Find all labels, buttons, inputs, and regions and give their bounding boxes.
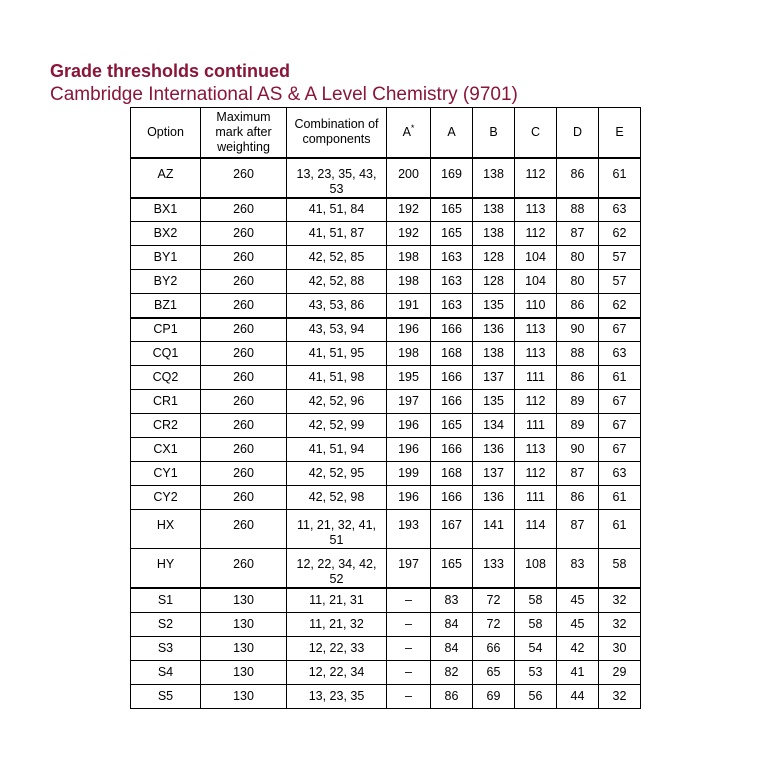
cell-grade-a: 166: [431, 390, 473, 414]
cell-grade-d: 87: [557, 510, 599, 549]
cell-grade-e: 29: [599, 660, 641, 684]
cell-grade-d: 86: [557, 366, 599, 390]
cell-grade-a-star: 193: [387, 510, 431, 549]
table-row: [131, 342, 641, 366]
cell-grade-c: 111: [515, 366, 557, 390]
header-a-star: A*: [387, 108, 431, 158]
cell-grade-e: 58: [599, 549, 641, 589]
table-row: [131, 462, 641, 486]
table-row: [131, 270, 641, 294]
cell-grade-a-star: 200: [387, 158, 431, 198]
cell-grade-e: 61: [599, 158, 641, 198]
cell-grade-a-star: 198: [387, 342, 431, 366]
cell-combination: 41, 51, 87: [287, 222, 387, 246]
cell-option: CQ2: [131, 366, 201, 390]
cell-max-mark: 260: [201, 318, 287, 342]
cell-grade-b: 138: [473, 158, 515, 198]
cell-grade-c: 58: [515, 588, 557, 612]
table-row: [131, 636, 641, 660]
cell-grade-e: 61: [599, 366, 641, 390]
cell-max-mark: 130: [201, 660, 287, 684]
cell-grade-e: 32: [599, 612, 641, 636]
table-row: [131, 246, 641, 270]
cell-grade-d: 89: [557, 390, 599, 414]
header-c: C: [515, 108, 557, 158]
table-row: [131, 158, 641, 198]
cell-grade-a: 166: [431, 318, 473, 342]
cell-grade-c: 104: [515, 270, 557, 294]
header-option: Option: [131, 108, 201, 158]
header-a: A: [431, 108, 473, 158]
header-e: E: [599, 108, 641, 158]
header-b: B: [473, 108, 515, 158]
cell-grade-a-star: 196: [387, 414, 431, 438]
cell-grade-b: 72: [473, 588, 515, 612]
cell-grade-b: 128: [473, 246, 515, 270]
cell-combination: 42, 52, 95: [287, 462, 387, 486]
cell-grade-c: 113: [515, 318, 557, 342]
cell-option: CQ1: [131, 342, 201, 366]
cell-option: S3: [131, 636, 201, 660]
cell-option: CR1: [131, 390, 201, 414]
cell-grade-c: 112: [515, 158, 557, 198]
cell-grade-a-star: –: [387, 612, 431, 636]
cell-grade-c: 113: [515, 342, 557, 366]
cell-grade-c: 56: [515, 684, 557, 708]
cell-max-mark: 260: [201, 549, 287, 589]
cell-option: S4: [131, 660, 201, 684]
cell-grade-b: 136: [473, 318, 515, 342]
cell-grade-a: 166: [431, 438, 473, 462]
cell-grade-c: 54: [515, 636, 557, 660]
cell-option: AZ: [131, 158, 201, 198]
cell-grade-a: 168: [431, 342, 473, 366]
cell-option: CX1: [131, 438, 201, 462]
cell-grade-b: 141: [473, 510, 515, 549]
cell-combination: 12, 22, 34, 42, 52: [287, 549, 387, 589]
cell-grade-a: 167: [431, 510, 473, 549]
cell-combination: 41, 51, 95: [287, 342, 387, 366]
cell-grade-d: 88: [557, 198, 599, 222]
cell-combination: 41, 51, 94: [287, 438, 387, 462]
cell-grade-a-star: 199: [387, 462, 431, 486]
cell-grade-c: 111: [515, 414, 557, 438]
table-row: [131, 414, 641, 438]
cell-combination: 12, 22, 33: [287, 636, 387, 660]
cell-max-mark: 260: [201, 246, 287, 270]
cell-option: BY1: [131, 246, 201, 270]
cell-grade-a-star: –: [387, 588, 431, 612]
cell-grade-e: 62: [599, 294, 641, 318]
cell-grade-d: 45: [557, 588, 599, 612]
cell-combination: 13, 23, 35, 43, 53: [287, 158, 387, 198]
cell-grade-c: 112: [515, 222, 557, 246]
cell-option: HY: [131, 549, 201, 589]
table-row: [131, 486, 641, 510]
cell-grade-a: 83: [431, 588, 473, 612]
cell-grade-a-star: –: [387, 636, 431, 660]
cell-grade-a-star: 197: [387, 549, 431, 589]
cell-grade-c: 112: [515, 462, 557, 486]
cell-grade-a-star: 196: [387, 318, 431, 342]
table-row: [131, 222, 641, 246]
cell-grade-d: 90: [557, 318, 599, 342]
header-combination: Combination of components: [287, 108, 387, 158]
cell-grade-a-star: 198: [387, 246, 431, 270]
cell-grade-a: 165: [431, 414, 473, 438]
header-max-mark: Maximum mark after weighting: [201, 108, 287, 158]
cell-grade-a: 163: [431, 294, 473, 318]
cell-option: CP1: [131, 318, 201, 342]
cell-combination: 43, 53, 86: [287, 294, 387, 318]
cell-combination: 42, 52, 98: [287, 486, 387, 510]
cell-grade-a: 166: [431, 366, 473, 390]
cell-max-mark: 130: [201, 588, 287, 612]
cell-grade-b: 136: [473, 486, 515, 510]
cell-grade-e: 61: [599, 510, 641, 549]
cell-max-mark: 260: [201, 270, 287, 294]
table-row: [131, 660, 641, 684]
cell-option: BX1: [131, 198, 201, 222]
cell-grade-d: 80: [557, 246, 599, 270]
cell-combination: 41, 51, 84: [287, 198, 387, 222]
cell-grade-b: 69: [473, 684, 515, 708]
table-row: [131, 588, 641, 612]
cell-grade-a-star: 197: [387, 390, 431, 414]
cell-combination: 43, 53, 94: [287, 318, 387, 342]
cell-grade-c: 110: [515, 294, 557, 318]
cell-max-mark: 130: [201, 636, 287, 660]
cell-grade-b: 72: [473, 612, 515, 636]
cell-max-mark: 260: [201, 438, 287, 462]
cell-grade-a: 165: [431, 549, 473, 589]
cell-grade-b: 135: [473, 390, 515, 414]
table-row: [131, 366, 641, 390]
page-heading: Grade thresholds continued: [50, 61, 291, 81]
cell-grade-c: 112: [515, 390, 557, 414]
cell-grade-a: 168: [431, 462, 473, 486]
cell-grade-c: 108: [515, 549, 557, 589]
cell-grade-a-star: 192: [387, 198, 431, 222]
cell-grade-a-star: 196: [387, 486, 431, 510]
cell-grade-d: 42: [557, 636, 599, 660]
cell-max-mark: 260: [201, 486, 287, 510]
cell-grade-e: 67: [599, 414, 641, 438]
cell-grade-b: 135: [473, 294, 515, 318]
cell-combination: 42, 52, 96: [287, 390, 387, 414]
cell-combination: 12, 22, 34: [287, 660, 387, 684]
table-row: [131, 390, 641, 414]
cell-grade-a-star: 191: [387, 294, 431, 318]
cell-grade-d: 87: [557, 222, 599, 246]
table-row: [131, 438, 641, 462]
cell-option: BZ1: [131, 294, 201, 318]
cell-grade-b: 138: [473, 198, 515, 222]
cell-grade-d: 45: [557, 612, 599, 636]
cell-grade-a-star: 192: [387, 222, 431, 246]
header-d: D: [557, 108, 599, 158]
cell-grade-e: 57: [599, 270, 641, 294]
cell-grade-d: 90: [557, 438, 599, 462]
cell-grade-b: 137: [473, 366, 515, 390]
cell-option: CY2: [131, 486, 201, 510]
cell-combination: 11, 21, 32, 41, 51: [287, 510, 387, 549]
cell-grade-c: 53: [515, 660, 557, 684]
cell-grade-e: 62: [599, 222, 641, 246]
cell-max-mark: 130: [201, 684, 287, 708]
cell-option: S2: [131, 612, 201, 636]
cell-grade-a-star: 196: [387, 438, 431, 462]
cell-grade-e: 67: [599, 438, 641, 462]
cell-grade-a-star: –: [387, 660, 431, 684]
cell-grade-d: 89: [557, 414, 599, 438]
cell-option: CY1: [131, 462, 201, 486]
cell-grade-e: 63: [599, 462, 641, 486]
cell-grade-b: 138: [473, 342, 515, 366]
cell-grade-c: 113: [515, 438, 557, 462]
cell-grade-b: 134: [473, 414, 515, 438]
cell-combination: 11, 21, 32: [287, 612, 387, 636]
cell-max-mark: 260: [201, 294, 287, 318]
table-body: [131, 158, 641, 709]
cell-max-mark: 260: [201, 158, 287, 198]
cell-grade-a: 84: [431, 636, 473, 660]
cell-option: BX2: [131, 222, 201, 246]
cell-grade-a: 163: [431, 270, 473, 294]
cell-grade-a: 84: [431, 612, 473, 636]
cell-combination: 42, 52, 85: [287, 246, 387, 270]
cell-option: S5: [131, 684, 201, 708]
cell-combination: 42, 52, 99: [287, 414, 387, 438]
cell-grade-d: 41: [557, 660, 599, 684]
cell-grade-a-star: –: [387, 684, 431, 708]
cell-grade-a-star: 198: [387, 270, 431, 294]
page-subheading: Cambridge International AS & A Level Chemistry (9701): [50, 84, 518, 105]
cell-grade-e: 57: [599, 246, 641, 270]
table-row: [131, 198, 641, 222]
cell-grade-e: 63: [599, 198, 641, 222]
cell-grade-a: 165: [431, 198, 473, 222]
cell-combination: 11, 21, 31: [287, 588, 387, 612]
cell-grade-e: 67: [599, 318, 641, 342]
cell-combination: 13, 23, 35: [287, 684, 387, 708]
table-row: [131, 684, 641, 708]
cell-max-mark: 260: [201, 198, 287, 222]
cell-max-mark: 130: [201, 612, 287, 636]
cell-grade-b: 137: [473, 462, 515, 486]
cell-grade-e: 63: [599, 342, 641, 366]
cell-grade-e: 32: [599, 684, 641, 708]
grade-thresholds-table: [130, 107, 641, 709]
cell-grade-d: 44: [557, 684, 599, 708]
cell-grade-e: 30: [599, 636, 641, 660]
cell-grade-d: 88: [557, 342, 599, 366]
cell-option: HX: [131, 510, 201, 549]
cell-combination: 42, 52, 88: [287, 270, 387, 294]
cell-max-mark: 260: [201, 510, 287, 549]
cell-grade-e: 32: [599, 588, 641, 612]
cell-option: BY2: [131, 270, 201, 294]
table-header-row: [131, 108, 641, 158]
cell-combination: 41, 51, 98: [287, 366, 387, 390]
cell-grade-d: 87: [557, 462, 599, 486]
cell-max-mark: 260: [201, 414, 287, 438]
cell-grade-c: 58: [515, 612, 557, 636]
cell-grade-d: 86: [557, 158, 599, 198]
table-row: [131, 612, 641, 636]
cell-grade-c: 113: [515, 198, 557, 222]
cell-max-mark: 260: [201, 462, 287, 486]
cell-grade-a: 166: [431, 486, 473, 510]
cell-grade-d: 86: [557, 294, 599, 318]
cell-grade-d: 83: [557, 549, 599, 589]
cell-grade-b: 66: [473, 636, 515, 660]
cell-grade-e: 67: [599, 390, 641, 414]
cell-grade-a: 86: [431, 684, 473, 708]
cell-option: CR2: [131, 414, 201, 438]
cell-grade-b: 128: [473, 270, 515, 294]
cell-grade-c: 111: [515, 486, 557, 510]
table-row: [131, 318, 641, 342]
table-row: [131, 510, 641, 549]
cell-grade-a: 163: [431, 246, 473, 270]
cell-max-mark: 260: [201, 390, 287, 414]
cell-grade-b: 138: [473, 222, 515, 246]
cell-max-mark: 260: [201, 222, 287, 246]
table-row: [131, 549, 641, 589]
cell-grade-a: 165: [431, 222, 473, 246]
cell-grade-b: 136: [473, 438, 515, 462]
cell-grade-b: 133: [473, 549, 515, 589]
cell-option: S1: [131, 588, 201, 612]
cell-grade-a: 169: [431, 158, 473, 198]
cell-grade-e: 61: [599, 486, 641, 510]
cell-max-mark: 260: [201, 342, 287, 366]
cell-grade-d: 86: [557, 486, 599, 510]
cell-grade-a: 82: [431, 660, 473, 684]
cell-grade-c: 114: [515, 510, 557, 549]
cell-grade-a-star: 195: [387, 366, 431, 390]
cell-max-mark: 260: [201, 366, 287, 390]
cell-grade-b: 65: [473, 660, 515, 684]
cell-grade-c: 104: [515, 246, 557, 270]
cell-grade-d: 80: [557, 270, 599, 294]
table-row: [131, 294, 641, 318]
